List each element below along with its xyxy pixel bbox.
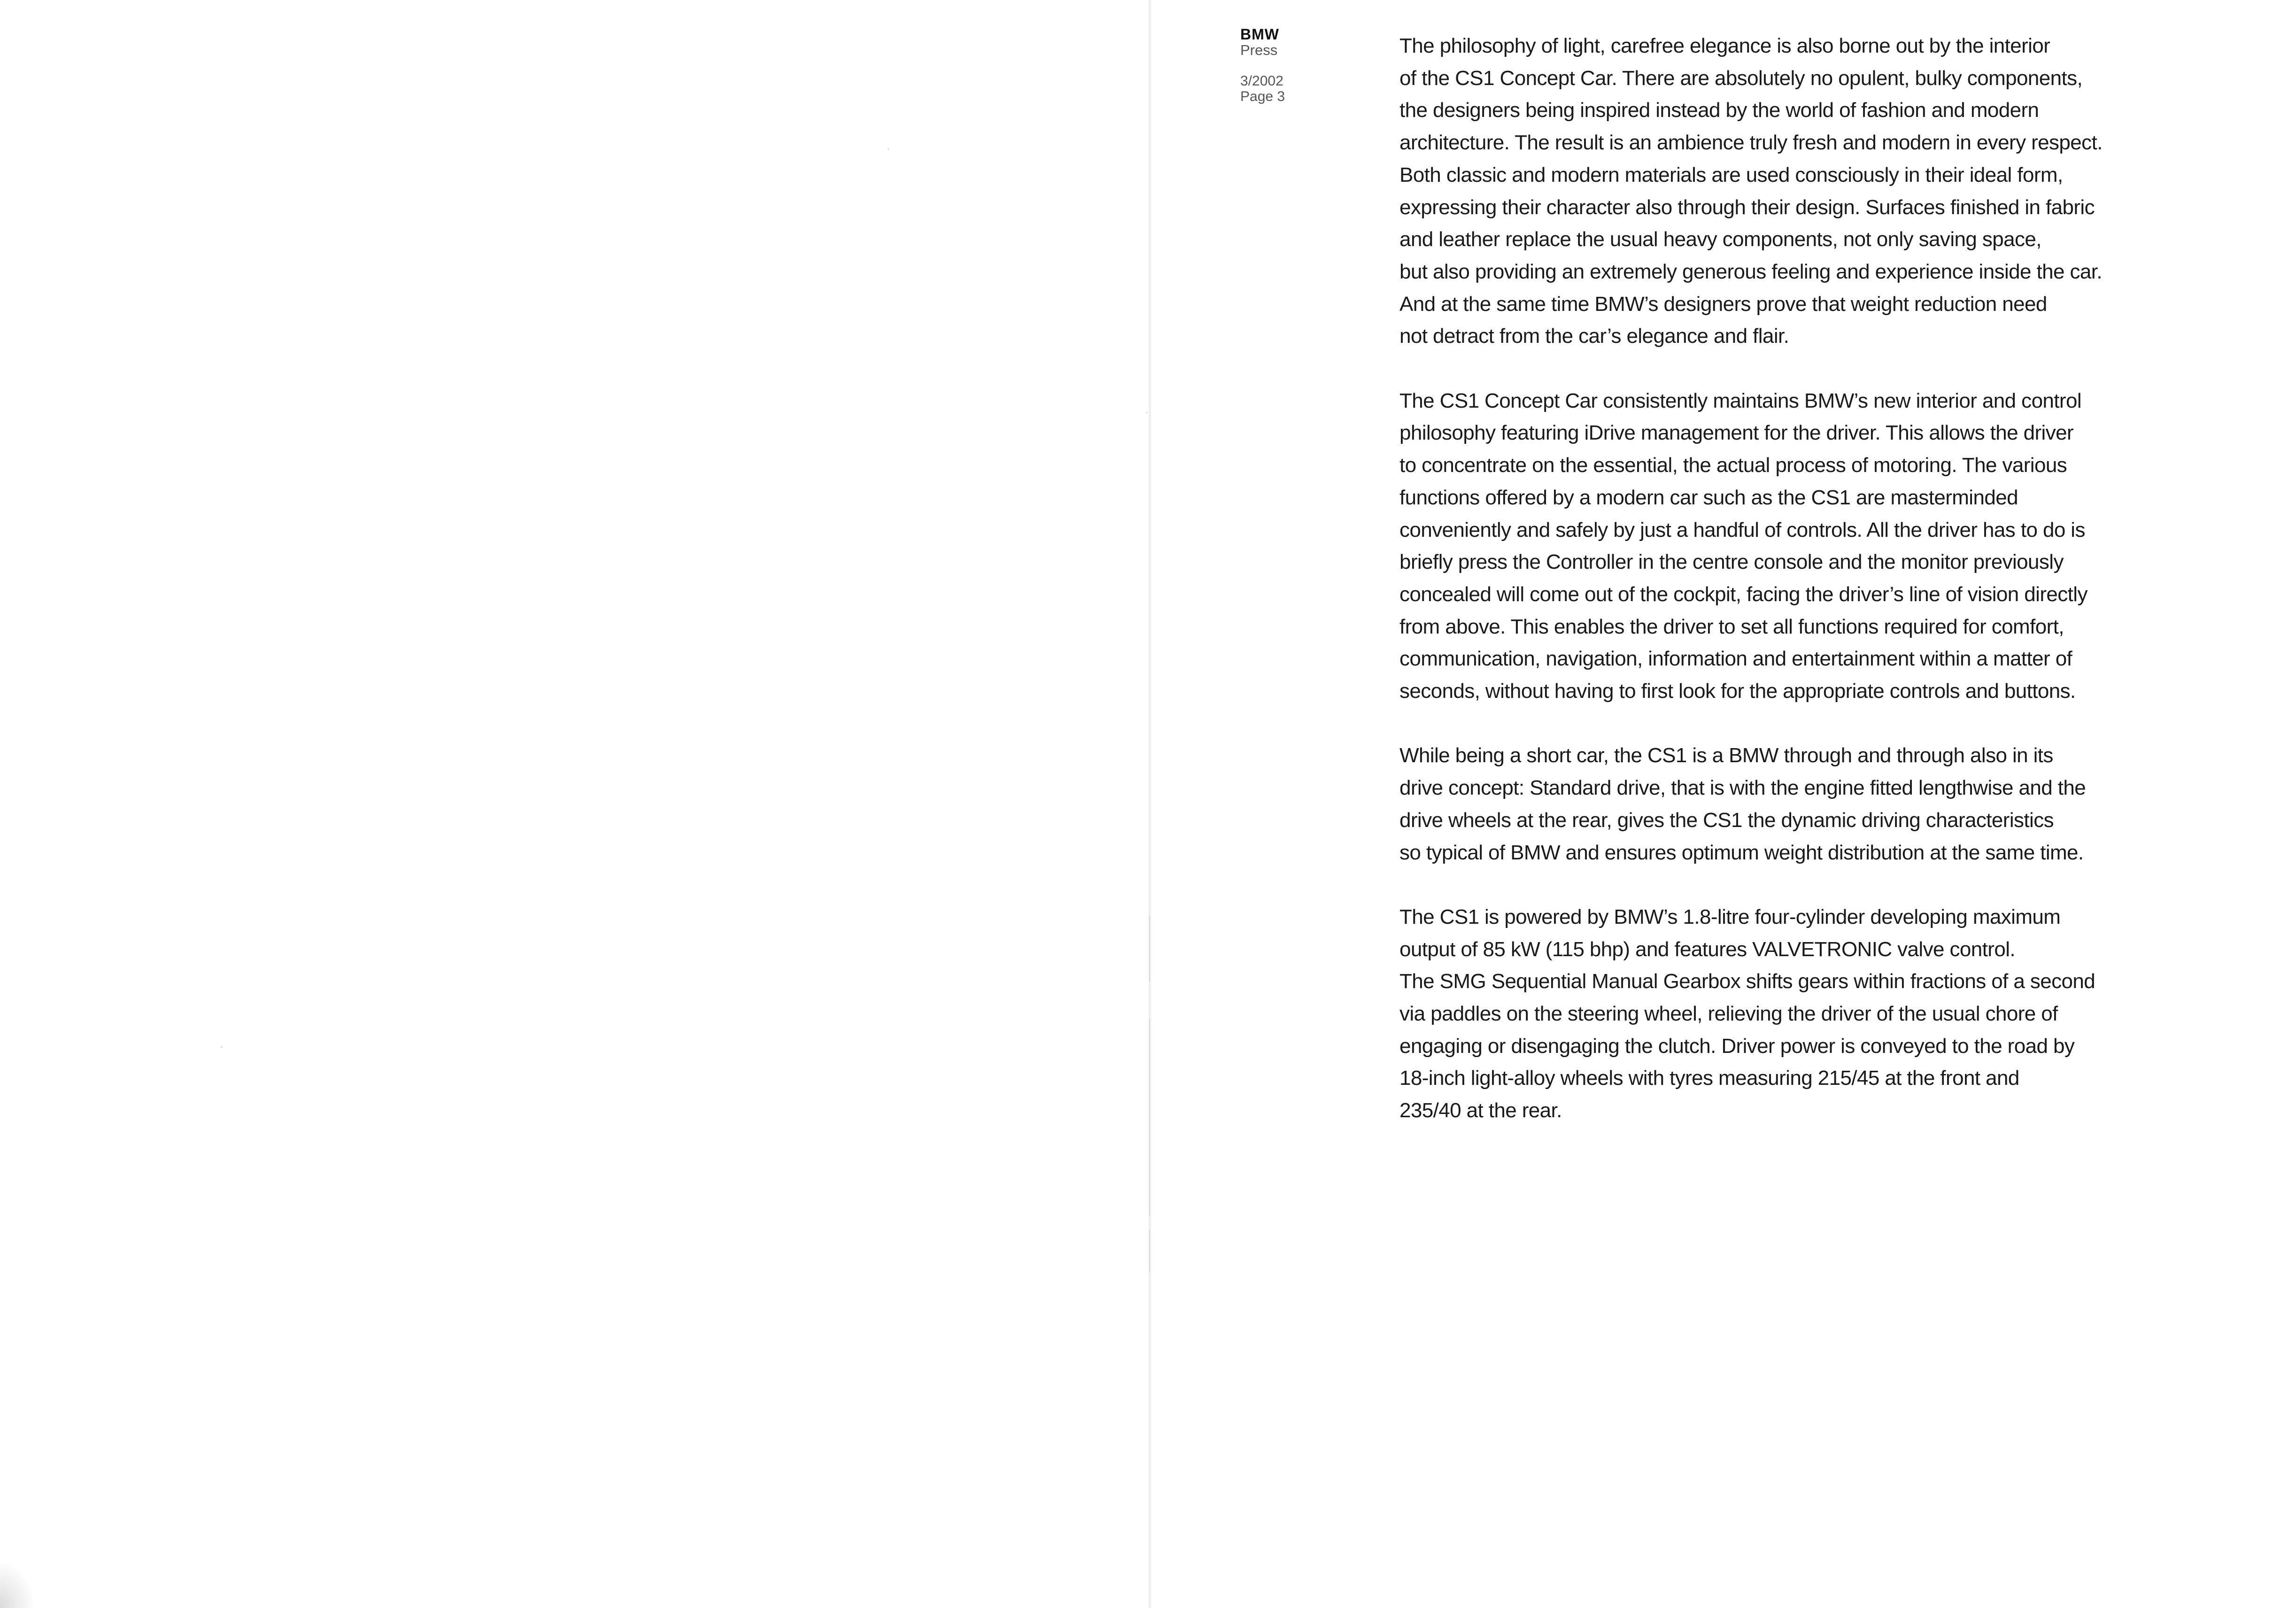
- page-corner-shadow: [0, 1564, 33, 1608]
- text-line: seconds, without having to first look for the appropriate controls and buttons.: [1399, 680, 2076, 703]
- text-line: functions offered by a modern car such as the CS1 are masterminded: [1399, 486, 2018, 509]
- text-line: 18-inch light-alloy wheels with tyres measuring 215/45 at the front and: [1399, 1067, 2019, 1090]
- text-line: briefly press the Controller in the centre console and the monitor previously: [1399, 550, 2064, 574]
- text-line: engaging or disengaging the clutch. Driver power is conveyed to the road by: [1399, 1034, 2075, 1058]
- brand-name: BMW: [1240, 26, 1279, 43]
- text-line: conveniently and safely by just a handful of controls. All the driver has to do is: [1399, 518, 2085, 541]
- gutter-mark: [1149, 1230, 1150, 1273]
- text-line: via paddles on the steering wheel, relieving the driver of the usual chore of: [1399, 1002, 2058, 1026]
- scan-speck: [888, 148, 889, 150]
- text-line: concealed will come out of the cockpit, facing the driver’s line of vision directly: [1399, 582, 2087, 606]
- text-line: the designers being inspired instead by the world of fashion and modern: [1399, 99, 2039, 122]
- text-line: drive wheels at the rear, gives the CS1 the dynamic driving characteristics: [1399, 808, 2054, 832]
- text-line: drive concept: Standard drive, that is with the engine fitted lengthwise and the: [1399, 776, 2086, 800]
- text-line: output of 85 kW (115 bhp) and features VALVETRONIC valve control.: [1399, 937, 2015, 961]
- text-line: communication, navigation, information and entertainment within a matter of: [1399, 647, 2072, 671]
- department-label: Press: [1240, 42, 1278, 58]
- body-text: [1399, 30, 2141, 1160]
- text-line: The CS1 is powered by BMW’s 1.8-litre four-cylinder developing maximum: [1399, 905, 2061, 928]
- paragraph-idrive: [1399, 385, 2141, 708]
- text-line: not detract from the car’s elegance and flair.: [1399, 325, 1789, 348]
- text-line: of the CS1 Concept Car. There are absolutely no opulent, bulky components,: [1399, 66, 2083, 90]
- text-line: to concentrate on the essential, the actual process of motoring. The various: [1399, 454, 2067, 477]
- gutter-mark: [1149, 1019, 1150, 1216]
- text-line: 235/40 at the rear.: [1399, 1099, 1562, 1122]
- page-number: Page 3: [1240, 89, 1285, 104]
- scan-speck: [1146, 412, 1147, 413]
- paragraph-drive-concept: [1399, 740, 2141, 869]
- page-gutter: [1148, 0, 1152, 1608]
- text-line: so typical of BMW and ensures optimum weight distribution at the same time.: [1399, 841, 2084, 864]
- paragraph-powertrain: [1399, 901, 2141, 1127]
- gutter-mark: [1149, 916, 1150, 982]
- text-line: but also providing an extremely generous feeling and experience inside the car.: [1399, 260, 2103, 283]
- scan-speck: [221, 1046, 222, 1048]
- issue-date: 3/2002: [1240, 73, 1283, 89]
- text-line: And at the same time BMW’s designers prove that weight reduction need: [1399, 292, 2047, 316]
- text-line: While being a short car, the CS1 is a BMW through and through also in its: [1399, 744, 2053, 767]
- text-line: The SMG Sequential Manual Gearbox shifts gears within fractions of a second: [1399, 970, 2095, 993]
- text-line: Both classic and modern materials are used consciously in their ideal form,: [1399, 163, 2063, 186]
- paragraph-interior: [1399, 30, 2141, 353]
- text-line: architecture. The result is an ambience truly fresh and modern in every respect.: [1399, 131, 2103, 155]
- text-line: philosophy featuring iDrive management for the driver. This allows the driver: [1399, 421, 2074, 445]
- text-line: and leather replace the usual heavy components, not only saving space,: [1399, 228, 2041, 251]
- text-line: expressing their character also through their design. Surfaces finished in fabric: [1399, 195, 2095, 219]
- text-line: The philosophy of light, carefree elegance is also borne out by the interior: [1399, 34, 2050, 57]
- text-line: from above. This enables the driver to set all functions required for comfort,: [1399, 615, 2064, 638]
- press-header: [1240, 26, 1344, 104]
- text-line: The CS1 Concept Car consistently maintains BMW’s new interior and control: [1399, 389, 2082, 412]
